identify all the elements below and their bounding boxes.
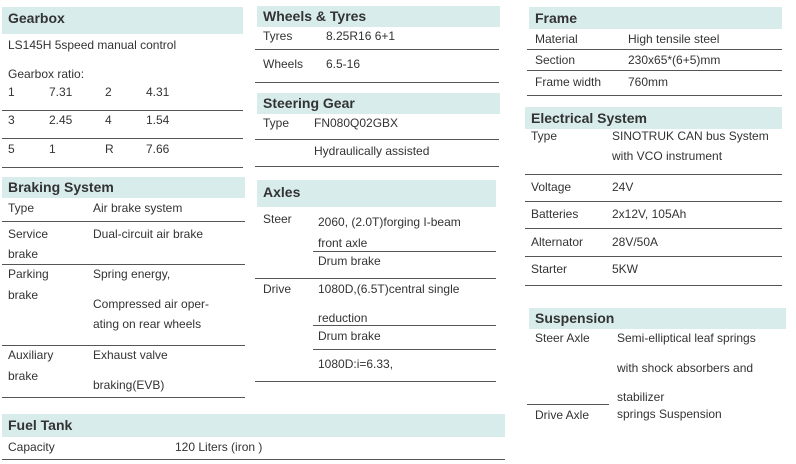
divider [255, 139, 499, 140]
suspension-steer-value-3: stabilizer [617, 390, 665, 404]
axle-steer-value-1: 2060, (2.0T)forging I-beam [318, 215, 461, 229]
axle-drive-value-1: 1080D,(6.5T)central single [318, 282, 460, 296]
axle-drive-value-2: reduction [318, 311, 368, 325]
axle-steer-label: Steer [263, 212, 292, 226]
steering-assist: Hydraulically assisted [314, 144, 430, 158]
axle-drive-ratio: 1080D:i=6.33, [318, 357, 394, 371]
divider [2, 264, 245, 265]
divider [313, 325, 496, 326]
gearbox-ratio-label: Gearbox ratio: [8, 67, 85, 81]
wheels-header: Wheels & Tyres [257, 6, 500, 27]
gear-5-ratio: 1 [49, 142, 56, 156]
electrical-header: Electrical System [525, 107, 782, 129]
parking-brake-label-1: Parking [8, 267, 49, 281]
frame-header: Frame [529, 7, 782, 29]
fuel-capacity-value: 120 Liters (iron ) [175, 440, 263, 454]
braking-type-label: Type [8, 201, 35, 215]
frame-width-value: 760mm [628, 75, 669, 89]
suspension-steer-value-1: Semi-elliptical leaf springs [617, 331, 756, 345]
voltage-label: Voltage [531, 180, 572, 194]
suspension-drive-value: springs Suspension [617, 407, 722, 421]
batteries-label: Batteries [531, 207, 579, 221]
divider [525, 256, 782, 257]
gear-1-ratio: 7.31 [49, 85, 73, 99]
frame-section-value: 230x65*(6+5)mm [628, 53, 721, 67]
gear-2-ratio: 4.31 [146, 85, 170, 99]
divider [527, 49, 782, 50]
service-brake-value: Dual-circuit air brake [93, 227, 204, 241]
parking-brake-value-2: Compressed air oper- [93, 297, 210, 311]
gear-3-ratio: 2.45 [49, 113, 73, 127]
fuel-capacity-label: Capacity [8, 440, 55, 454]
divider [2, 110, 243, 111]
braking-header: Braking System [2, 177, 245, 198]
divider [2, 138, 243, 139]
divider [527, 95, 782, 96]
divider [2, 397, 245, 398]
service-brake-label-2: brake [8, 247, 39, 261]
divider [525, 285, 782, 286]
braking-type-value: Air brake system [93, 201, 183, 215]
frame-material-value: High tensile steel [628, 32, 720, 46]
divider [313, 251, 496, 252]
axle-steer-brake: Drum brake [318, 254, 381, 268]
divider [255, 278, 496, 279]
divider [255, 166, 499, 167]
aux-brake-label-2: brake [8, 369, 39, 383]
steering-header: Steering Gear [257, 93, 500, 114]
service-brake-label-1: Service [8, 227, 49, 241]
frame-material-label: Material [535, 32, 578, 46]
starter-value: 5KW [612, 262, 639, 276]
fuel-header: Fuel Tank [2, 414, 505, 437]
aux-brake-value-2: braking(EVB) [93, 378, 165, 392]
gear-reverse: R [105, 142, 114, 156]
divider [527, 70, 782, 71]
gear-4-ratio: 1.54 [146, 113, 170, 127]
divider [525, 201, 782, 202]
aux-brake-label-1: Auxiliary [8, 348, 54, 362]
divider [255, 49, 499, 50]
steering-type-value: FN080Q02GBX [314, 116, 399, 130]
starter-label: Starter [531, 262, 568, 276]
divider [255, 381, 496, 382]
suspension-steer-value-2: with shock absorbers and [617, 361, 754, 375]
gear-2: 2 [105, 85, 112, 99]
parking-brake-label-2: brake [8, 288, 39, 302]
gear-1: 1 [8, 85, 15, 99]
alternator-value: 28V/50A [612, 235, 659, 249]
wheels-value: 6.5-16 [326, 57, 361, 71]
axles-header: Axles [257, 180, 496, 207]
suspension-header: Suspension [529, 308, 786, 329]
tyres-label: Tyres [263, 29, 293, 43]
axle-drive-brake: Drum brake [318, 329, 381, 343]
divider [2, 459, 505, 460]
frame-width-label: Frame width [535, 75, 602, 89]
tyres-value: 8.25R16 6+1 [326, 29, 396, 43]
voltage-value: 24V [612, 180, 634, 194]
gear-reverse-ratio: 7.66 [146, 142, 170, 156]
divider [2, 345, 245, 346]
axle-steer-value-2: front axle [318, 236, 368, 250]
axle-drive-label: Drive [263, 282, 292, 296]
divider [2, 221, 245, 222]
wheels-label: Wheels [263, 57, 304, 71]
gear-5: 5 [8, 142, 15, 156]
aux-brake-value-1: Exhaust valve [93, 348, 168, 362]
gearbox-header: Gearbox [2, 7, 243, 34]
suspension-drive-label: Drive Axle [535, 408, 590, 422]
divider [255, 82, 499, 83]
frame-section-label: Section [535, 53, 576, 67]
divider [2, 167, 243, 168]
gearbox-model: LS145H 5speed manual control [8, 38, 177, 52]
divider [313, 349, 496, 350]
divider [525, 174, 782, 175]
batteries-value: 2x12V, 105Ah [612, 207, 687, 221]
parking-brake-value-3: ating on rear wheels [93, 317, 202, 331]
steering-type-label: Type [263, 116, 290, 130]
electrical-type-value-2: with VCO instrument [612, 149, 723, 163]
gear-4: 4 [105, 113, 112, 127]
divider [527, 404, 609, 405]
suspension-steer-label: Steer Axle [535, 331, 590, 345]
electrical-type-value-1: SINOTRUK CAN bus System [612, 129, 769, 143]
alternator-label: Alternator [531, 235, 584, 249]
divider [525, 228, 782, 229]
gear-3: 3 [8, 113, 15, 127]
electrical-type-label: Type [531, 129, 558, 143]
parking-brake-value-1: Spring energy, [93, 267, 171, 281]
